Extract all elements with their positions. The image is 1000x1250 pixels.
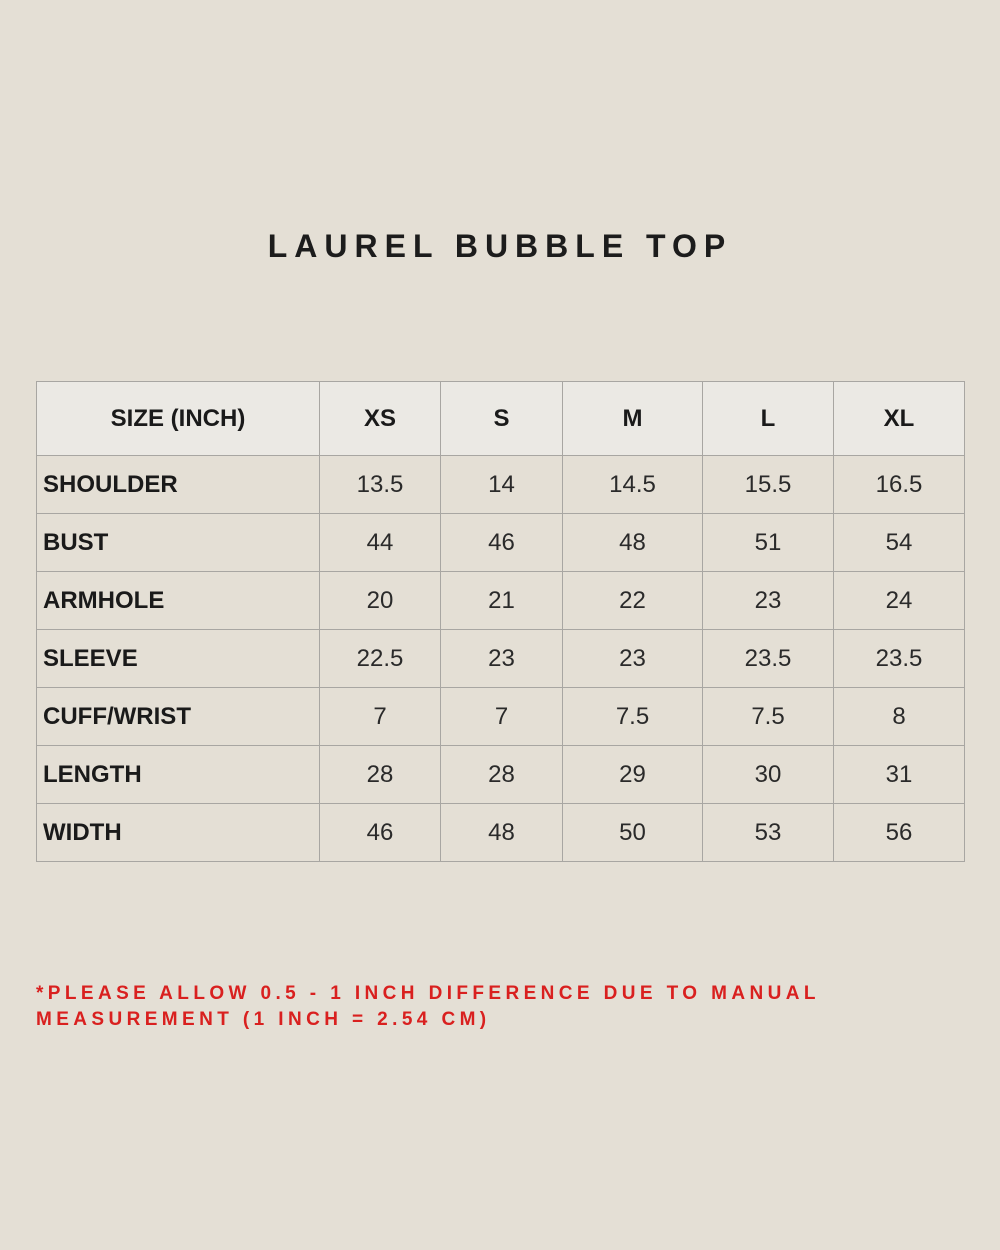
table-cell: 28: [320, 746, 441, 804]
header-size-xs: XS: [320, 382, 441, 456]
table-cell: 14: [441, 456, 563, 514]
table-cell: 7.5: [563, 688, 703, 746]
table-cell: 20: [320, 572, 441, 630]
row-label-armhole: ARMHOLE: [37, 572, 320, 630]
table-cell: 14.5: [563, 456, 703, 514]
table-cell: 23.5: [834, 630, 965, 688]
row-label-bust: BUST: [37, 514, 320, 572]
row-label-sleeve: SLEEVE: [37, 630, 320, 688]
table-cell: 46: [441, 514, 563, 572]
table-row: [37, 746, 965, 804]
table-cell: 21: [441, 572, 563, 630]
table-cell: 23: [441, 630, 563, 688]
table-cell: 24: [834, 572, 965, 630]
table-cell: 30: [703, 746, 834, 804]
table-cell: 48: [441, 804, 563, 862]
table-row: [37, 456, 965, 514]
page-title: LAUREL BUBBLE TOP: [267, 228, 733, 264]
table-cell: 53: [703, 804, 834, 862]
table-cell: 48: [563, 514, 703, 572]
table-row: [37, 804, 965, 862]
table-cell: 7.5: [703, 688, 834, 746]
table-cell: 50: [563, 804, 703, 862]
table-cell: 22.5: [320, 630, 441, 688]
table-cell: 54: [834, 514, 965, 572]
table-cell: 23: [563, 630, 703, 688]
header-size-s: S: [441, 382, 563, 456]
header-size-m: M: [563, 382, 703, 456]
table-cell: 31: [834, 746, 965, 804]
table-row: [37, 630, 965, 688]
measurement-note: [36, 981, 936, 1033]
row-label-shoulder: SHOULDER: [37, 456, 320, 514]
table-cell: 51: [703, 514, 834, 572]
table-cell: 46: [320, 804, 441, 862]
table-row: [37, 572, 965, 630]
table-cell: 22: [563, 572, 703, 630]
table-cell: 23: [703, 572, 834, 630]
table-cell: 29: [563, 746, 703, 804]
table-cell: 15.5: [703, 456, 834, 514]
table-cell: 8: [834, 688, 965, 746]
table-cell: 7: [441, 688, 563, 746]
table-row: [37, 688, 965, 746]
table-cell: 23.5: [703, 630, 834, 688]
table-cell: 44: [320, 514, 441, 572]
header-size-l: L: [703, 382, 834, 456]
row-label-length: LENGTH: [37, 746, 320, 804]
table-cell: 28: [441, 746, 563, 804]
row-label-cuff-wrist: CUFF/WRIST: [37, 688, 320, 746]
table-cell: 7: [320, 688, 441, 746]
measurement-note-line-1: *PLEASE ALLOW 0.5 - 1 INCH DIFFERENCE DUE TO MANUAL: [36, 983, 820, 1004]
header-size-xl: XL: [834, 382, 965, 456]
table-row: [37, 514, 965, 572]
table-cell: 16.5: [834, 456, 965, 514]
size-chart-table: [36, 381, 965, 862]
table-cell: 56: [834, 804, 965, 862]
table-cell: 13.5: [320, 456, 441, 514]
row-label-width: WIDTH: [37, 804, 320, 862]
table-header-row: [37, 382, 965, 456]
measurement-note-line-2: MEASUREMENT (1 INCH = 2.54 CM): [36, 1009, 491, 1030]
header-size-label: SIZE (INCH): [37, 382, 320, 456]
